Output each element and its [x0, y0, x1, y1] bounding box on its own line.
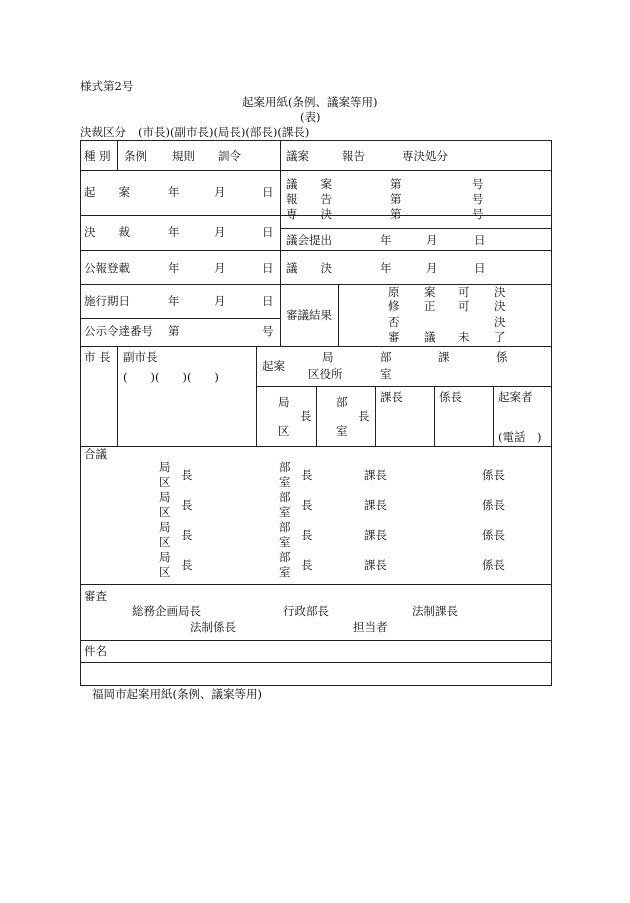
decision-options: (市長)(副市長)(局長)(部長)(課長) — [138, 125, 310, 139]
rule-h — [80, 662, 552, 663]
review-tanto: 担当者 — [353, 620, 388, 634]
gikai-day: 日 — [474, 233, 486, 247]
shingi-char: 決 — [494, 299, 506, 313]
shingi-char: 修 — [388, 299, 400, 313]
consult-kakaricho: 係長 — [482, 498, 505, 512]
kian-shitsu: 室 — [380, 367, 392, 381]
kian-bu: 部 — [380, 350, 392, 364]
review-gyosei: 行政部長 — [283, 604, 329, 618]
rule-v — [493, 386, 494, 446]
consult-kyoku: 局 — [159, 520, 171, 534]
shiko-day: 日 — [262, 294, 274, 308]
rule-v — [117, 140, 118, 170]
consult-shitsu: 室 — [279, 475, 291, 489]
koho-label: 公報登載 — [84, 261, 130, 275]
shiko-year: 年 — [168, 294, 180, 308]
consult-cho: 長 — [301, 528, 313, 542]
shingi-label: 審議結果 — [286, 308, 332, 322]
doc-go: 号 — [472, 192, 484, 206]
decision-label: 決裁区分 — [80, 125, 126, 139]
rule-v — [316, 386, 317, 446]
koji-label: 公示令達番号 — [84, 324, 153, 338]
rule-h — [80, 318, 280, 319]
rule-h — [256, 386, 552, 387]
consult-kacho: 課長 — [364, 468, 387, 482]
kian-kyoku: 局 — [322, 350, 334, 364]
form-title: 起案用紙(条例、議案等用) — [242, 95, 378, 109]
rule-v — [280, 140, 281, 346]
consult-kyoku: 局 — [159, 460, 171, 474]
rule-h — [280, 250, 552, 251]
type-gian: 議案 — [286, 149, 309, 163]
subject-label: 件名 — [84, 644, 107, 658]
consult-ku: 区 — [159, 535, 171, 549]
kian-day: 日 — [262, 185, 274, 199]
kessai-year: 年 — [168, 225, 180, 239]
drafter-cell: 起案者 — [498, 390, 533, 404]
kian-label: 起 案 — [84, 185, 130, 199]
rule-h — [80, 250, 280, 251]
consult-kakaricho: 係長 — [482, 468, 505, 482]
mayor-label: 市 長 — [84, 350, 111, 364]
consult-kacho: 課長 — [364, 498, 387, 512]
kakaricho-cell: 係長 — [439, 390, 462, 404]
giketsu-label: 議 決 — [286, 261, 332, 275]
review-hosei-kakaricho: 法制係長 — [190, 620, 236, 634]
bu-cell-bottom: 室 — [336, 424, 348, 438]
shingi-char: 決 — [494, 285, 506, 299]
doc-senketsu: 専 決 — [286, 207, 332, 221]
kian-ka: 課 — [438, 350, 450, 364]
doc-dai: 第 — [390, 177, 402, 191]
rule-v — [117, 346, 118, 446]
shingi-char: 決 — [494, 315, 506, 329]
rule-v — [434, 386, 435, 446]
footer-caption: 福岡市起案用紙(条例、議案等用) — [92, 687, 262, 701]
shingi-char: 可 — [458, 285, 470, 299]
shingi-char: 案 — [424, 285, 436, 299]
review-hosei-kacho: 法制課長 — [412, 604, 458, 618]
giketsu-month: 月 — [426, 261, 438, 275]
rule-h — [80, 446, 552, 447]
drafter-phone: (電話 ) — [498, 430, 542, 444]
rule-h — [80, 170, 552, 171]
consult-shitsu: 室 — [279, 535, 291, 549]
type-hokoku: 報告 — [342, 149, 365, 163]
consult-bu: 部 — [279, 490, 291, 504]
rule-v — [256, 346, 257, 446]
consult-shitsu: 室 — [279, 505, 291, 519]
rule-h — [80, 640, 552, 641]
doc-hokoku: 報 告 — [286, 192, 332, 206]
koji-dai: 第 — [168, 324, 180, 338]
kessai-month: 月 — [214, 225, 226, 239]
shingi-char: 正 — [424, 299, 436, 313]
kessai-label: 決 裁 — [84, 225, 130, 239]
consult-cho: 長 — [181, 558, 193, 572]
consult-ku: 区 — [159, 505, 171, 519]
type-jorei: 条例 — [124, 149, 147, 163]
shiko-label: 施行期日 — [84, 294, 130, 308]
consult-bu: 部 — [279, 550, 291, 564]
consult-kakaricho: 係長 — [482, 558, 505, 572]
review-somu: 総務企画局長 — [132, 604, 201, 618]
gikai-month: 月 — [426, 233, 438, 247]
consult-cho: 長 — [301, 558, 313, 572]
kessai-day: 日 — [262, 225, 274, 239]
consult-cho: 長 — [181, 528, 193, 542]
bu-cell-top: 部 — [336, 395, 348, 409]
bu-cell-mid: 長 — [358, 409, 370, 423]
form-number: 様式第2号 — [80, 79, 134, 93]
type-kisoku: 規則 — [172, 149, 195, 163]
doc-go: 号 — [472, 207, 484, 221]
consult-cho: 長 — [301, 468, 313, 482]
koji-go: 号 — [262, 324, 274, 338]
consult-kacho: 課長 — [364, 528, 387, 542]
consult-kyoku: 局 — [159, 550, 171, 564]
consult-bu: 部 — [279, 520, 291, 534]
kian-kuyakusho: 区役所 — [308, 367, 343, 381]
type-senketsu: 専決処分 — [402, 149, 448, 163]
shingi-char: 原 — [388, 285, 400, 299]
kyoku-cell-top: 局 — [278, 395, 290, 409]
type-label: 種 別 — [84, 149, 111, 163]
form-side: (表) — [300, 110, 321, 124]
rule-v — [375, 386, 376, 446]
vice-mayor-label: 副市長 — [123, 350, 158, 364]
consult-bu: 部 — [279, 460, 291, 474]
koho-year: 年 — [168, 261, 180, 275]
vice-mayor-parens: ( )( )( ) — [123, 370, 219, 384]
kian-kakari: 係 — [496, 350, 508, 364]
koho-day: 日 — [262, 261, 274, 275]
consult-kacho: 課長 — [364, 558, 387, 572]
shingi-char: 否 — [388, 315, 400, 329]
kian-section-label: 起案 — [262, 359, 285, 373]
consult-kyoku: 局 — [159, 490, 171, 504]
shiko-month: 月 — [214, 294, 226, 308]
shingi-char: 未 — [458, 330, 470, 344]
kacho-cell: 課長 — [380, 390, 403, 404]
kyoku-cell-mid: 長 — [300, 409, 312, 423]
consultation-label: 合議 — [84, 447, 107, 461]
kian-year: 年 — [168, 185, 180, 199]
consult-cho: 長 — [181, 468, 193, 482]
shingi-char: 了 — [494, 330, 506, 344]
consult-cho: 長 — [181, 498, 193, 512]
review-label: 審査 — [84, 589, 107, 603]
rule-h — [80, 346, 552, 347]
rule-h — [80, 284, 552, 285]
kyoku-cell-bottom: 区 — [278, 424, 290, 438]
doc-go: 号 — [472, 177, 484, 191]
shingi-char: 可 — [458, 299, 470, 313]
consult-ku: 区 — [159, 475, 171, 489]
doc-dai: 第 — [390, 192, 402, 206]
consult-shitsu: 室 — [279, 565, 291, 579]
koho-month: 月 — [214, 261, 226, 275]
doc-dai: 第 — [390, 207, 402, 221]
shingi-char: 審 — [388, 330, 400, 344]
shingi-char: 議 — [424, 330, 436, 344]
gikai-year: 年 — [380, 233, 392, 247]
consult-kakaricho: 係長 — [482, 528, 505, 542]
rule-h — [280, 228, 552, 229]
consult-ku: 区 — [159, 565, 171, 579]
type-kunrei: 訓令 — [218, 149, 241, 163]
giketsu-day: 日 — [474, 261, 486, 275]
rule-v — [338, 284, 339, 346]
consult-cho: 長 — [301, 498, 313, 512]
doc-gian: 議 案 — [286, 177, 332, 191]
gikai-label: 議会提出 — [286, 233, 332, 247]
kian-month: 月 — [214, 185, 226, 199]
rule-h — [80, 584, 552, 585]
giketsu-year: 年 — [380, 261, 392, 275]
